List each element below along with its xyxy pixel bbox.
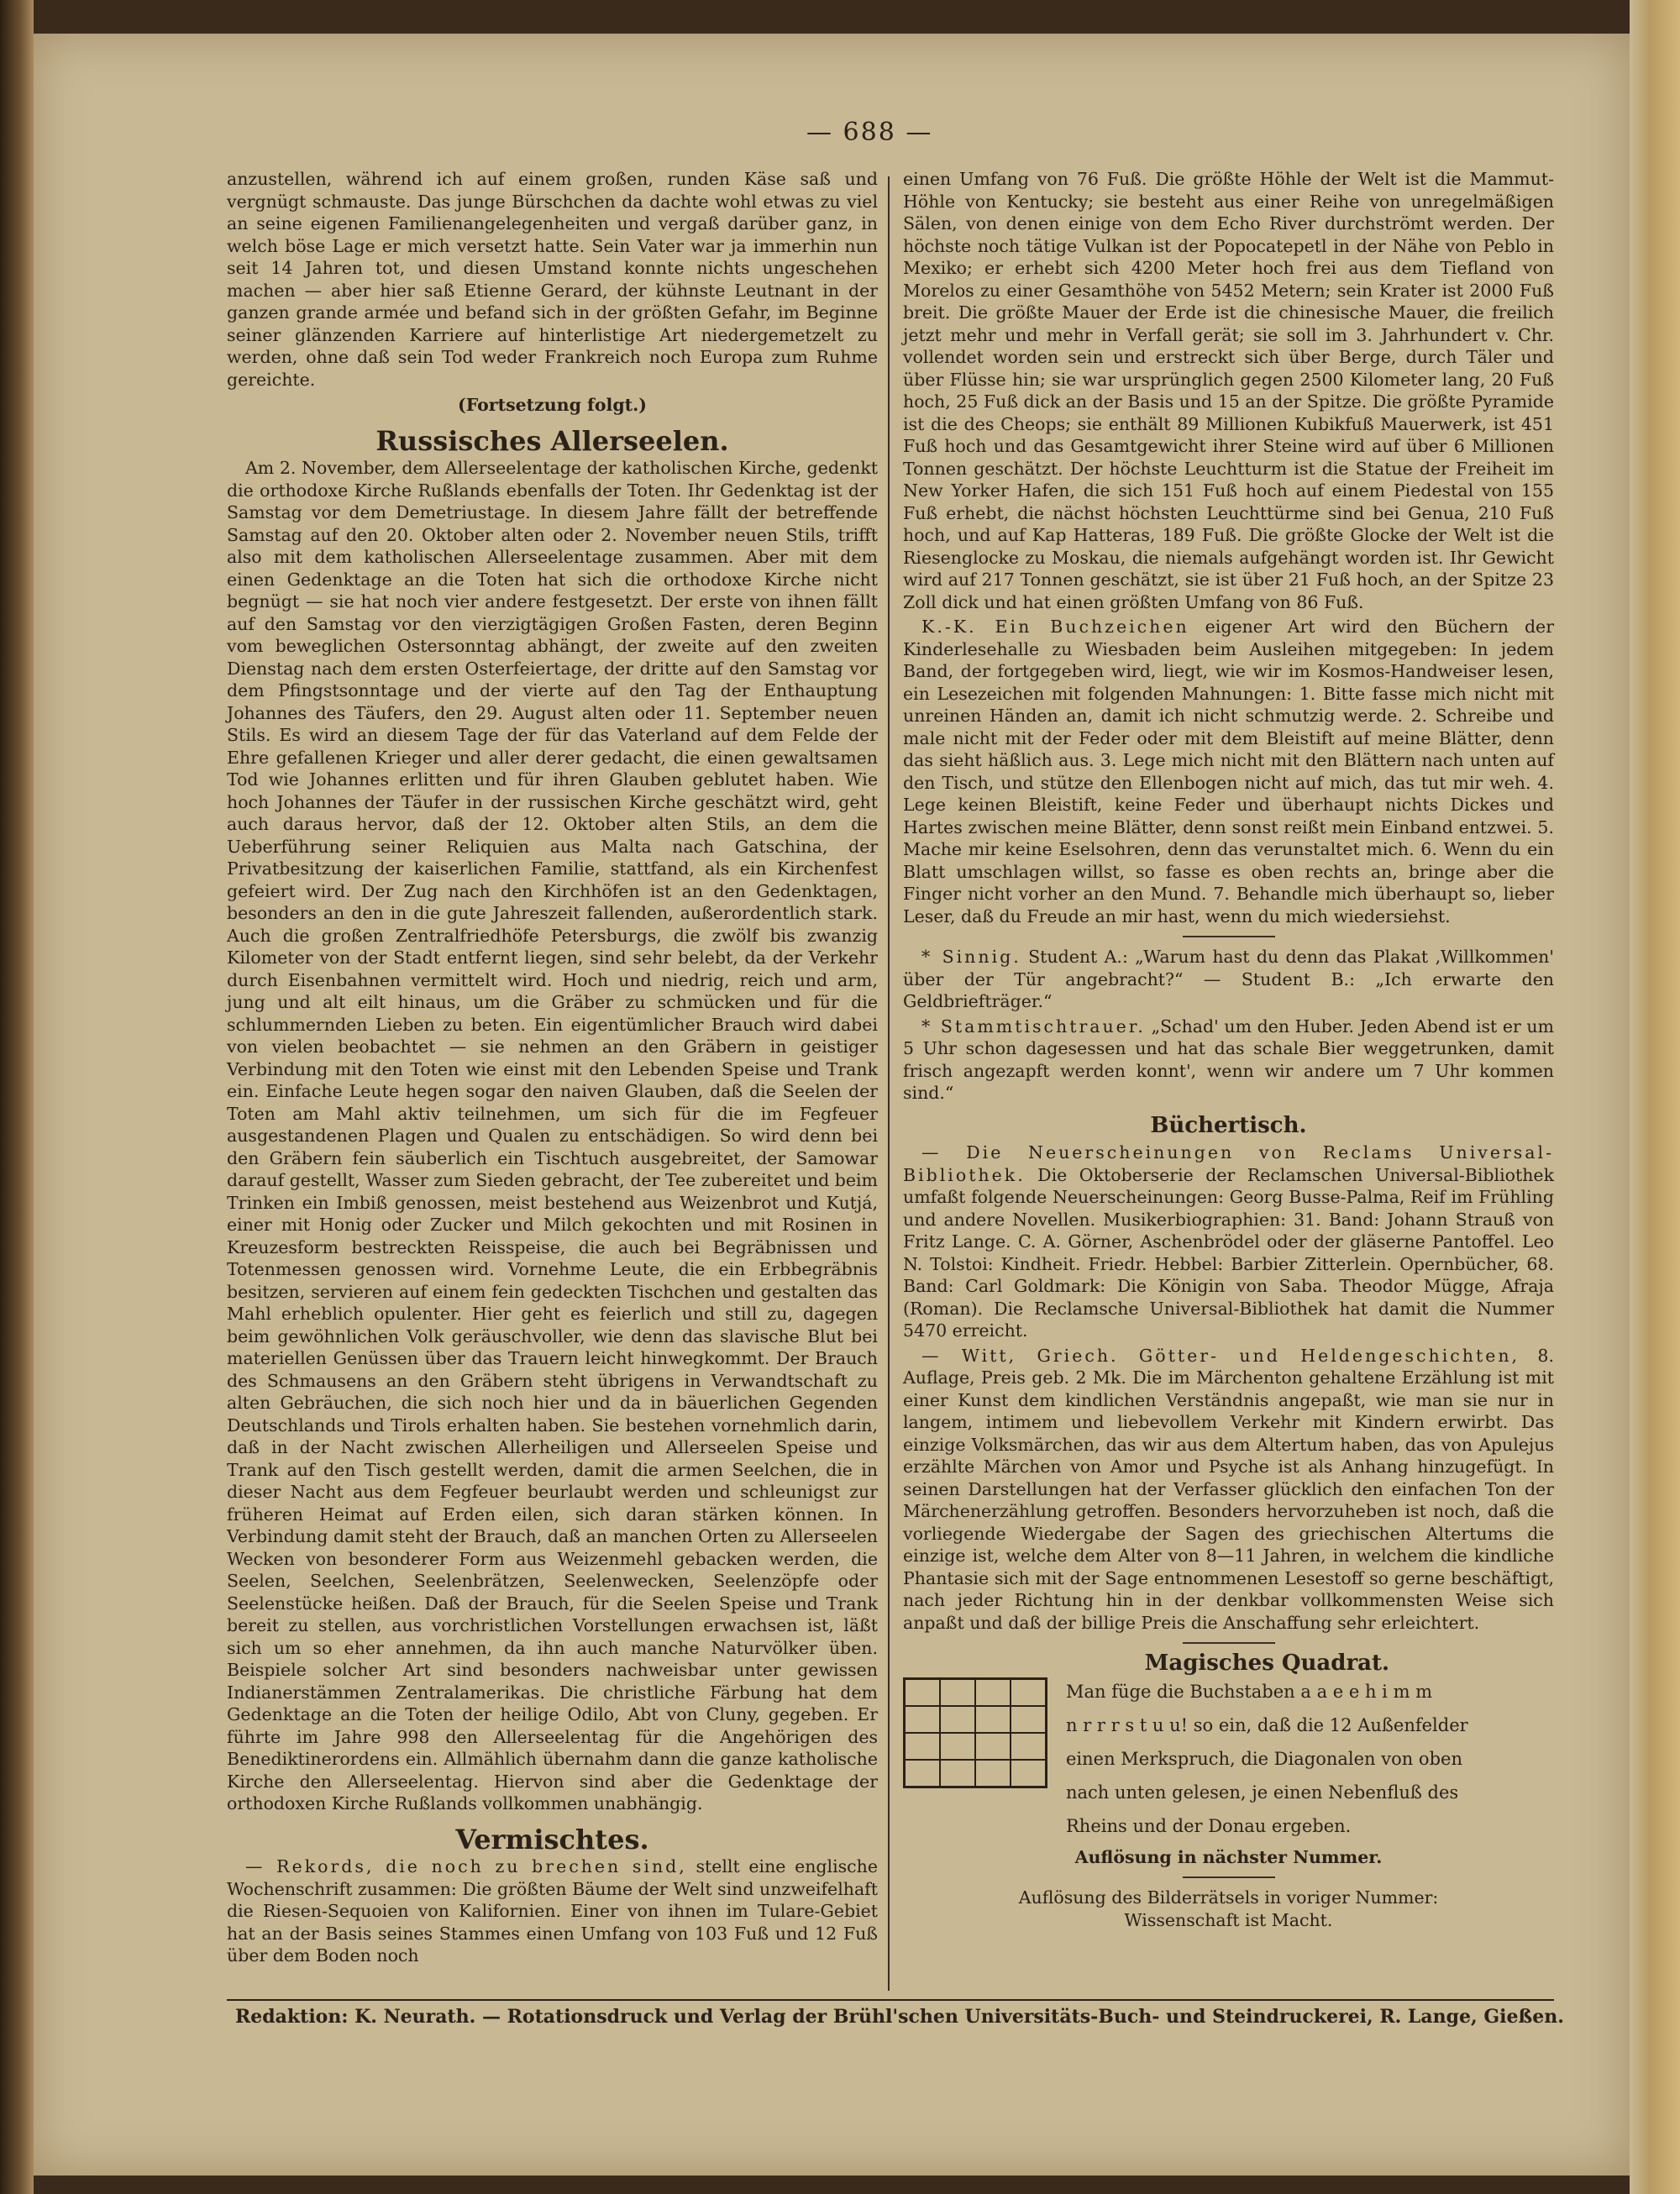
buchzeichen-title: K.-K. Ein Buchzeichen [921, 617, 1189, 637]
buchzeichen-article [903, 616, 1554, 927]
stammtisch-title: * Stammtischtrauer. [921, 1016, 1146, 1037]
magic-line: einen Merkspruch, die Diagonalen von oben [1066, 1748, 1462, 1769]
rekords-article [227, 1855, 878, 1967]
stammtisch-text: „Schad' um den Huber. Jeden Abend ist er um 5 Uhr schon dagesessen und hat das schale Bier weggetrunken, damit frisch angezapft werden konnt', wenn wir andere um 7 Uhr kommen sind.“ [903, 1016, 1554, 1103]
separator [1183, 1642, 1275, 1644]
bilderraetsel-solution [903, 1887, 1554, 1931]
magic-square-grid [903, 1677, 1047, 1788]
magic-line: nach unten gelesen, je einen Nebenfluß des [1066, 1782, 1459, 1803]
sinnig-title: * Sinnig. [921, 947, 1021, 967]
separator [1183, 1876, 1275, 1878]
heading-buechertisch: Büchertisch. [1150, 1112, 1307, 1138]
witt-title: — Witt, Griech. Götter- und Heldengeschichten, [921, 1345, 1520, 1366]
bilderraetsel-line: Auflösung des Bilderrätsels in voriger Nummer: [1018, 1887, 1439, 1908]
right-column [903, 168, 1554, 1931]
rekords-title: — Rekords, die noch zu brechen sind, [245, 1856, 687, 1876]
buchzeichen-text: eigener Art wird den Büchern der Kinderlesehalle zu Wiesbaden beim Ausleihen mitgegeben: In jedem Band, der fortgegeben wird, liegt, wie wir im Kosmos-Handweiser lesen, ein Lesezeichen mit folgenden Mahnungen: 1. Bitte fasse mich nicht mit unreinen Händen an, damit ich nicht schmutzig werde. 2. Schreibe und male nicht mit der Feder oder mit dem Bleistift auf meine Blätter, denn das sieht häßlich aus. 3. Lege mich nicht mit den Blättern nach unten auf den Tisch, und stütze den Ellenbogen nicht auf mich, das tut mir weh. 4. Lege keinen Bleistift, keine Feder und überhaupt nichts Dickes und Hartes zwischen meine Blätter, denn sonst reißt mein Einband entzwei. 5. Mache mir keine Eselsohren, denn das verunstaltet mich. 6. Wenn du ein Blatt umschlagen willst, so fasse es oben rechts an, bringe aber die Finger nicht vorher an den Mund. 7. Behandle mich überhaupt so, lieber Leser, daß du Freude an mir hast, wenn du mich wiedersiehst. [903, 617, 1554, 926]
imprint-footer: Redaktion: K. Neurath. — Rotationsdruck und Verlag der Brühl'schen Universitäts-Buch- und Steindruckerei, R. Lange, Gießen. [235, 2006, 1564, 2028]
magic-line: n r r r s t u u! so ein, daß die 12 Außenfelder [1066, 1714, 1468, 1735]
sinnig-joke [903, 946, 1554, 1013]
separator [1183, 936, 1275, 937]
magic-line: Rheins und der Donau ergeben. [1066, 1815, 1352, 1836]
book-binding [0, 0, 34, 2194]
heading-allerseelen: Russisches Allerseelen. [375, 424, 729, 457]
rekords-continuation: einen Umfang von 76 Fuß. Die größte Höhle der Welt ist die Mammut-Höhle von Kentucky; sie besteht aus einer Reihe von unregelmäßigen Sälen, von denen einige von dem Echo River durchströmt werden. Der höchste noch tätige Vulkan ist der Popocatepetl in der Nähe von Peblo in Mexiko; er erhebt sich 4200 Meter hoch frei aus dem Tiefland von Morelos zu einer Gesamthöhe von 5452 Metern; sein Krater ist 2000 Fuß breit. Die größte Mauer der Erde ist die chinesische Mauer, die freilich jetzt mehr und mehr in Verfall gerät; sie soll im 3. Jahrhundert v. Chr. vollendet worden sein und erstreckt sich über Berge, durch Täler und über Flüsse hin; sie war ursprünglich gegen 2500 Kilometer lang, 20 Fuß hoch, 25 Fuß dick an der Basis und 15 an der Spitze. Die größte Pyramide ist die des Cheops; sie enthält 89 Millionen Kubikfuß Mauerwerk, ist 451 Fuß hoch und das Gesamtgewicht ihrer Steine wird auf über 6 Millionen Tonnen geschätzt. Der höchste Leuchtturm ist die Statue der Freiheit im New Yorker Hafen, die sich 151 Fuß hoch auf einem Piedestal von 155 Fuß erhebt, die nächst höchsten Leuchttürme sind bei Genua, 210 Fuß hoch, und auf Kap Hatteras, 189 Fuß. Die größte Glocke der Welt ist die Riesenglocke zu Moskau, die niemals aufgehängt worden ist. Ihr Gewicht wird auf 217 Tonnen geschätzt, sie ist über 21 Fuß hoch, an der Spitze 23 Zoll dick und hat einen größten Umfang von 86 Fuß. [903, 169, 1554, 612]
column-divider [888, 176, 890, 1991]
footer-rule [227, 1999, 1554, 2001]
continuation-note: (Fortsetzung folgt.) [458, 395, 647, 415]
allerseelen-text: Am 2. November, dem Allerseelentage der katholischen Kirche, gedenkt die orthodoxe Kirche Rußlands ebenfalls der Toten. Ihr Gedenktag ist der Samstag vor dem Demetriustage. In diesem Jahre fällt der betreffende Samstag auf den 20. Oktober alten oder 2. November neuen Stils, trifft also mit dem katholischen Allerseelentage zusammen. Aber mit dem einen Gedenktage an die Toten hat sich die orthodoxe Kirche nicht begnügt — sie hat noch vier andere festgesetzt. Der erste von ihnen fällt auf den Samstag vor den vierzigtägigen Großen Fasten, deren Beginn vom beweglichen Ostersonntag abhängt, der zweite auf den zweiten Dienstag nach dem ersten Osterfeiertage, der dritte auf den Samstag vor dem Pfingstsonntage und der vierte auf den Tag der Enthauptung Johannes des Täufers, den 29. August alten oder 11. September neuen Stils. Es wird an diesem Tage der für das Vaterland auf dem Felde der Ehre gefallenen Krieger und aller derer gedacht, die einen gewaltsamen Tod wie Johannes erlitten und für ihren Glauben geblutet haben. Wie hoch Johannes der Täufer in der russischen Kirche geschätzt wird, geht auch daraus hervor, daß der 12. Oktober alten Stils, an dem die Ueberführung seiner Reliquien aus Malta nach Gatschina, der Privatbesitzung der kaiserlichen Familie, stattfand, als ein Kirchenfest gefeiert wird. Der Zug nach den Kirchhöfen ist an den Gedenktagen, besonders an den in die gute Jahreszeit fallenden, außerordentlich stark. Auch die großen Zentralfriedhöfe Petersburgs, die zwölf bis zwanzig Kilometer von der Stadt entfernt liegen, sind sehr belebt, da der Verkehr durch Eisenbahnen vermittelt wird. Hoch und niedrig, reich und arm, jung und alt eilt hinaus, um die Gräber zu schmücken und für die schlummernden Lieben zu beten. Ein eigentümlicher Brauch wird dabei von vielen beobachtet — sie nehmen an den Gräbern in geistiger Verbindung mit den Toten wie einst mit den Lebenden Speise und Trank ein. Einfache Leute hegen sogar den naiven Glauben, daß die Seelen der Toten am Mahl aktiv teilnehmen, um sich für die im Fegfeuer ausgestandenen Plagen und Qualen zu entschädigen. So wird denn bei den Gräbern fein säuberlich ein Tischtuch ausgebreitet, der Samowar darauf gestellt, Wasser zum Sieden gebracht, der Tee zubereitet und beim Trinken ein Imbiß genossen, meist bestehend aus Weizenbrot und Kutjá, einer mit Honig oder Zucker und Milch gekochten und mit Rosinen in Kreuzesform bestreckten Reisspeise, die auch bei Begräbnissen und Totenmessen genossen wird. Vornehme Leute, die ein Erbbegräbnis besitzen, servieren auf einem fein gedeckten Tischchen und gestalten das Mahl erheblich opulenter. Hier geht es feierlich und still zu, dagegen beim gewöhnlichen Volk geräuschvoller, wie denn das slavische Blut bei materiellen Genüssen über das Trauern leicht hinwegkommt. Der Brauch des Schmausens an den Gräbern steht übrigens in Verwandtschaft zu alten Gebräuchen, die sich noch hier und da in bäuerlichen Gegenden Deutschlands und Tirols erhalten haben. Sie bestehen vornehmlich darin, daß in der Nacht zwischen Allerheiligen und Allerseelen Speise und Trank auf den Tisch gestellt werden, damit die armen Seelchen, die in dieser Nacht aus dem Fegfeuer beurlaubt werden und schleunigst zur früheren Heimat auf Erden eilen, sich daran stärken können. In Verbindung damit steht der Brauch, daß an manchen Orten zu Allerseelen Wecken von besonderer Form aus Weizenmehl gebacken werden, die Seelen, Seelchen, Seelenbrätzen, Seelenwecken, Seelenzöpfe oder Seelenstücke heißen. Daß der Brauch, für die Seelen Speise und Trank bereit zu stellen, aus vorchristlichen Vorstellungen erwachsen ist, läßt sich um so eher annehmen, da ihn auch manche Naturvölker üben. Beispiele solcher Art sind besonders nachweisbar unter gewissen Indianerstämmen Zentralamerikas. Die christliche Färbung hat dem Gedenktage an die Toten der heilige Odilo, Abt von Cluny, gegeben. Er führte im Jahre 998 den Allerseelentag für die Angehörigen des Benediktinerordens ein. Allmählich übernahm dann die ganze katholische Kirche den Allerseelentag. Hiervon sind aber die Gedenktage der orthodoxen Kirche Rußlands vollkommen unabhängig. [227, 458, 878, 1813]
magic-line: Man füge die Buchstaben a a e e h i m m [1066, 1681, 1433, 1702]
page-number: — 688 — [806, 118, 933, 147]
magic-solution-note: Auflösung in nächster Nummer. [1074, 1846, 1383, 1867]
story-continuation: anzustellen, während ich auf einem großen, runden Käse saß und vergnügt schmauste. Das junge Bürschchen da dachte wohl etwas zu viel an seine eigenen Familienangelegenheiten und vergaß darüber ganz, in welch böse Lage er mich versetzt hatte. Sein Vater war ja immerhin nun seit 14 Jahren tot, und diesen Umstand konnte nichts ungeschehen machen — aber hier saß Etienne Gerard, der kühnste Leutnant in der ganzen grande armée und befand sich in der größten Gefahr, im Beginne seiner glänzenden Karriere auf hinterlistige Art niedergemetzelt zu werden, ohne daß sein Tod weder Frankreich noch Europa zum Ruhme gereichte. [227, 169, 878, 390]
rekords-text: stellt eine englische Wochenschrift zusammen: Die größten Bäume der Welt sind unzweifelhaft die Riesen-Sequoien von Kalifornien. Einer von ihnen im Tulare-Gebiet hat an der Basis seines Stammes einen Umfang von 103 Fuß und 12 Fuß über dem Boden noch [227, 1856, 878, 1966]
page-edge [1630, 0, 1680, 2194]
reclam-text: Die Oktoberserie der Reclamschen Universal-Bibliothek umfaßt folgende Neuerscheinungen: Georg Busse-Palma, Reif im Frühling und andere Novellen. Musikerbiographien: 31. Band: Johann Strauß von Fritz Lange. C. A. Görner, Aschenbrödel oder der gläserne Pantoffel. Leo N. Tolstoi: Kindheit. Friedr. Hebbel: Barbier Zitterlein. Opernbücher, 68. Band: Carl Goldmark: Die Königin von Saba. Theodor Mügge, Afraja (Roman). Die Reclamsche Universal-Bibliothek hat damit die Nummer 5470 erreicht. [903, 1164, 1554, 1341]
magic-square-text [1066, 1652, 1468, 1843]
witt-article [903, 1345, 1554, 1635]
bilderraetsel-line: Wissenschaft ist Macht. [1124, 1909, 1333, 1930]
sinnig-text: Student A.: „Warum hast du denn das Plakat ‚Willkommen' über der Tür angebracht?“ — Student B.: „Ich erwarte den Geldbriefträger.“ [903, 947, 1554, 1011]
heading-vermischtes: Vermischtes. [455, 1823, 649, 1855]
magic-square-section [903, 1652, 1554, 1843]
witt-text: 8. Auflage, Preis geb. 2 Mk. Die im Märchenton gehaltene Erzählung ist mit einer Kunst dem kindlichen Verständnis angepaßt, wie man sie nur in langem, intimem und liebevollem Verkehr mit Kindern erwirbt. Das einzige Volksmärchen, das wir aus dem Altertum haben, das von Apulejus erzählte Märchen von Amor und Psyche ist als Anhang hinzugefügt. In seinen Darstellungen hat der Verfasser glücklich den einfachen Ton der Märchenerzählung getroffen. Besonders hervorzuheben ist noch, daß die vorliegende Wiedergabe der Sagen des griechischen Altertums die einzige ist, welche dem Alter von 8—11 Jahren, in welchem die kindliche Phantasie sich mit der Sage entnommenen Lesestoff so gerne beschäftigt, nach jeder Richtung hin in der denkbar vollkommensten Weise sich anpaßt und daß der billige Preis die Anschaffung sehr erleichtert. [903, 1345, 1554, 1633]
reclam-title: — Die Neuerscheinungen von Reclams Universal-Bibliothek. [903, 1142, 1554, 1185]
left-column [227, 168, 878, 1970]
reclam-article [903, 1142, 1554, 1342]
heading-magic-square: Magisches Quadrat. [1144, 1651, 1390, 1676]
stammtisch-joke [903, 1016, 1554, 1105]
